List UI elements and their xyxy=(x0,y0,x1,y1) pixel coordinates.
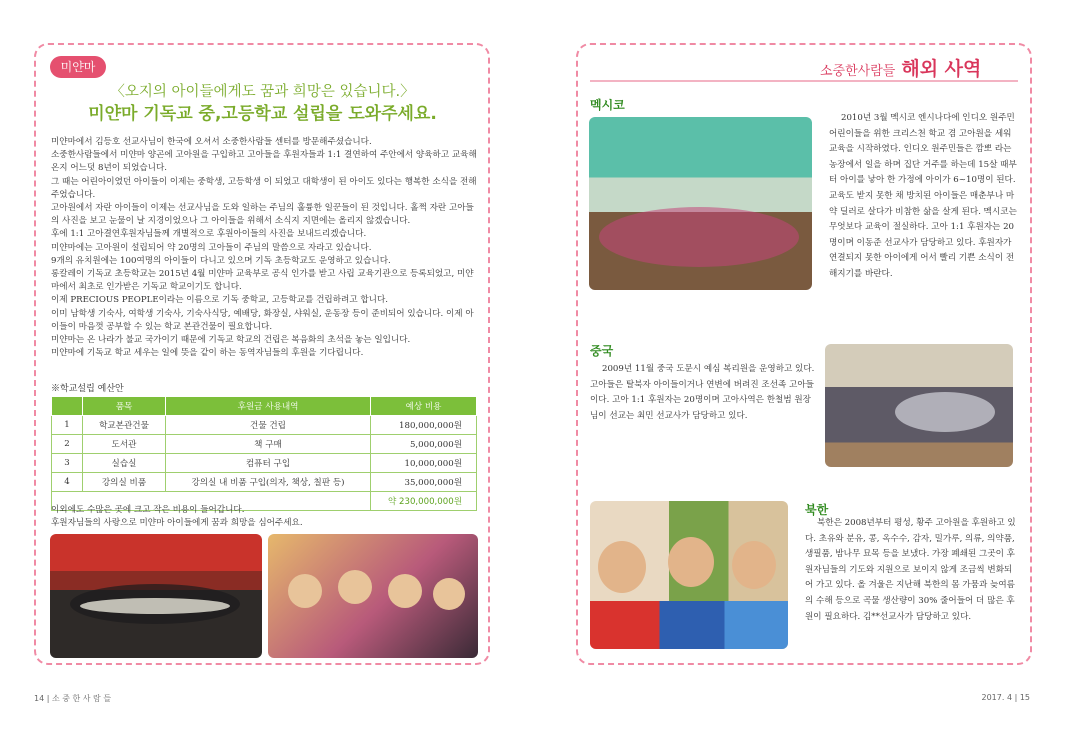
row-no: 1 xyxy=(52,416,83,435)
paragraph: 후에 1:1 고아결연후원자님들께 개별적으로 후원아이들의 사진을 보내드리겠습니다. xyxy=(51,229,367,240)
article-body xyxy=(51,136,481,360)
table-row xyxy=(52,416,477,435)
row-usage: 컴퓨터 구입 xyxy=(166,454,371,473)
header-big: 해외 사역 xyxy=(901,58,982,80)
table-header-usage: 후원금 사용내역 xyxy=(166,397,371,416)
paragraph: 소중한사람들에서 미얀마 양곤에 고아원을 구입하고 고아들을 후원자들과 1:1 결연하여 주안에서 양육하고 교육해온지 어느덧 8년이 되었습니다. xyxy=(51,150,477,174)
row-cost: 180,000,000원 xyxy=(371,416,477,435)
row-no: 2 xyxy=(52,435,83,454)
row-cost: 10,000,000원 xyxy=(371,454,477,473)
table-header-item: 품목 xyxy=(83,397,166,416)
table-header-cost: 예상 비용 xyxy=(371,397,477,416)
photo-face xyxy=(732,541,776,589)
photo-children xyxy=(895,392,995,432)
paragraph: 롱칼레이 기독교 초등학교는 2015년 4월 미얀마 교육부로 공식 인가를 받고 사립 교육기관으로 등록되었고, 미얀마에서 최초로 인가받은 기독교 학교이기도 합니다. xyxy=(51,269,474,293)
mexico-classroom-photo xyxy=(589,117,812,290)
row-item: 강의실 비품 xyxy=(83,473,166,492)
row-item: 실습실 xyxy=(83,454,166,473)
table-row xyxy=(52,435,477,454)
paragraph: 이제 PRECIOUS PEOPLE이라는 이름으로 기독 중학교, 고등학교를 건립하려고 합니다. xyxy=(51,295,388,306)
paragraph: 미얀마에 기독교 학교 세우는 일에 뜻을 같이 하는 동역자님들의 후원을 기다립니다. xyxy=(51,348,364,359)
footer-right: 2017. 4 | 15 xyxy=(981,693,1030,702)
paragraph: 미얀마에는 고아원이 설립되어 약 20명의 고아들이 주님의 말씀으로 자라고 있습니다. xyxy=(51,242,372,253)
country-tag: 미얀마 xyxy=(50,56,106,78)
photo-face xyxy=(598,541,646,593)
paragraph: 그 때는 어린아이였던 아이들이 이제는 중학생, 고등학생 이 되었고 대학생이 된 아이도 있다는 행복한 소식을 전해 주었습니다. xyxy=(51,176,477,200)
paragraph: 미얀마에서 김등호 선교사님이 한국에 오셔서 소중한사람들 센터를 방문해주셨습니다. xyxy=(51,137,372,147)
row-no: 4 xyxy=(52,473,83,492)
photo-face xyxy=(388,574,422,608)
mexico-title: 멕시코 xyxy=(590,98,625,112)
header-divider xyxy=(590,80,1018,82)
paragraph: 이미 남학생 기숙사, 여학생 기숙사, 기숙사식당, 예배당, 화장실, 샤워실, 운동장 등이 준비되어 있습니다. 이제 아이들이 마음껏 공부할 수 있는 학교 본관건물이 필요합니다. xyxy=(51,308,474,332)
row-cost: 5,000,000원 xyxy=(371,435,477,454)
china-orphanage-photo xyxy=(825,344,1013,467)
footer-left: 14 | 소 중 한 사 람 들 xyxy=(34,694,112,703)
table-row xyxy=(52,454,477,473)
photo-clothes xyxy=(590,601,788,649)
row-item: 학교본관건물 xyxy=(83,416,166,435)
china-title: 중국 xyxy=(590,344,614,358)
mexico-text: 2010년 3월 멕시코 엔시나다에 인디오 원주민 어린이들을 위한 크리스천 학교 겸 고아원을 세워 교육을 시작하였다. 인디오 원주민들은 깜뽀 라는 농장에서 일을 하며 집단 거주를 하는데 15살 때부터 아이를 낳아 한 가정에 아이가 6~10명이 된다. 교육도 받지 못한 채 방치된 아이들은 매춘부나 마약 딜러로 살다가 비참한 삶을 살게 된다. 멕시코는 무엇보다 교육이 절실하다. 고아 1:1 후원자는 20명이며 이동준 선교사가 담당하고 있다. 후원자가 연결되지 못한 아이에게 어서 빨리 기쁜 소식이 전해지기를 바란다. xyxy=(829,113,1017,279)
photo-children xyxy=(599,207,799,267)
row-cost: 35,000,000원 xyxy=(371,473,477,492)
budget-table xyxy=(51,396,477,511)
row-usage: 건물 건립 xyxy=(166,416,371,435)
budget-title: ※학교설립 예산안 xyxy=(51,384,124,394)
row-usage: 강의실 내 비품 구입(의자, 책상, 칠판 등) xyxy=(166,473,371,492)
myanmar-children-photo xyxy=(268,534,478,658)
north-korea-title: 북한 xyxy=(805,503,829,517)
photo-face xyxy=(433,578,465,610)
north-korea-children-photo xyxy=(590,501,788,649)
photo-face xyxy=(668,537,714,587)
china-text: 2009년 11월 중국 도문시 예심 복리원을 운영하고 있다. 고아들은 탈북자 아이들이거나 연변에 버려진 조선족 고아들이다. 고아 1:1 후원자는 20명이며 고아사역은 한철범 원장님이 선교는 최민 선교사가 담당하고 있다. xyxy=(590,364,815,421)
row-usage: 책 구매 xyxy=(166,435,371,454)
paragraph: 이외에도 수많은 곳에 크고 작은 비용이 들어갑니다. xyxy=(51,505,245,515)
paragraph: 9개의 유치원에는 100여명의 아이들이 다니고 있으며 기독 초등학교도 운영하고 있습니다. xyxy=(51,255,391,266)
photo-face xyxy=(288,574,322,608)
paragraph: 고아원에서 자란 아이들이 이제는 선교사님을 도와 일하는 주님의 훌륭한 일꾼들이 된 것입니다. 홀쩍 자란 고아들의 사진을 보고 눈물이 날 지경이었으나 그 아이들을 위해서 소식지 지면에는 올리지 않겠습니다. xyxy=(51,203,474,227)
total-cost: 약 230,000,000원 xyxy=(371,492,477,511)
row-no: 3 xyxy=(52,454,83,473)
article-title-line1: 〈오지의 아이들에게도 꿈과 희망은 있습니다.〉 xyxy=(110,84,415,100)
article-title-line2: 미얀마 기독교 중,고등학교 설립을 도와주세요. xyxy=(88,104,437,124)
photo-certificates xyxy=(80,598,230,614)
north-korea-text: 북한은 2008년부터 평성, 황주 고아원을 후원하고 있다. 초유와 분유, 콩, 옥수수, 감자, 밀가루, 의류, 의약품, 생필품, 밤나무 묘목 등을 보냈다. 가장 폐쇄된 그곳이 후원자님들의 기도와 지원으로 보이지 않게 조금씩 변화되어 가고 있다. 올 겨울은 지난해 북한의 몸 가뭄과 늦여름의 수해 등으로 곡물 생산량이 30% 줄어들어 더 많은 후원이 필요하다. 김**선교사가 담당하고 있다. xyxy=(805,518,1016,622)
table-header-row xyxy=(52,397,477,416)
photo-face xyxy=(338,570,372,604)
table-header-no xyxy=(52,397,83,416)
header-small: 소중한사람들 xyxy=(820,64,896,79)
paragraph: 후원자님들의 사랑으로 미얀마 아이들에게 꿈과 희망을 심어주세요. xyxy=(51,518,303,529)
section-header xyxy=(820,54,981,81)
row-item: 도서관 xyxy=(83,435,166,454)
table-row xyxy=(52,473,477,492)
paragraph: 미얀마는 온 나라가 불교 국가이기 때문에 기독교 학교의 건립은 복음화의 초석을 놓는 일입니다. xyxy=(51,335,411,346)
closing-text xyxy=(51,504,481,530)
myanmar-group-photo xyxy=(50,534,262,658)
